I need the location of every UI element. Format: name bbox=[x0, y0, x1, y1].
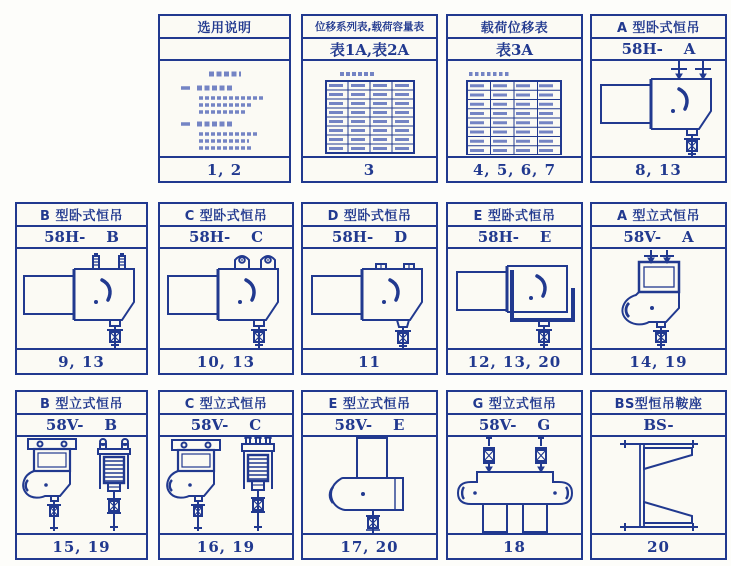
hanger-58h-a-drawing bbox=[595, 61, 723, 156]
hanger-58v-a-drawing bbox=[609, 250, 709, 348]
hanger-58v-a-figure bbox=[592, 249, 725, 348]
cell-page-numbers: 8, 13 bbox=[592, 156, 725, 181]
cell-displacement-series-tables bbox=[301, 14, 438, 183]
cell-title: E 型立式恒吊 bbox=[303, 392, 436, 415]
cell-title: A 型卧式恒吊 bbox=[592, 16, 725, 39]
cell-subtitle: 58H- E bbox=[448, 227, 581, 249]
cell-page-numbers: 4, 5, 6, 7 bbox=[448, 156, 581, 181]
cell-subtitle: 表3A bbox=[448, 39, 581, 61]
hanger-58v-g-drawing bbox=[449, 437, 581, 533]
hanger-58h-c-drawing bbox=[162, 250, 290, 348]
cell-page-numbers: 14, 19 bbox=[592, 348, 725, 373]
cell-58v-a bbox=[590, 202, 727, 375]
mini-table-drawing bbox=[451, 63, 579, 155]
cell-subtitle: 58V- E bbox=[303, 415, 436, 437]
cell-title: 载荷位移表 bbox=[448, 16, 581, 39]
cell-subtitle: 58V- A bbox=[592, 227, 725, 249]
selection-notes-figure bbox=[160, 61, 289, 156]
cell-title: 位移系列表,载荷容量表 bbox=[303, 16, 436, 39]
cell-title: BS型恒吊鞍座 bbox=[592, 392, 725, 415]
hanger-58h-c-figure bbox=[160, 249, 292, 348]
cell-subtitle: 58H- D bbox=[303, 227, 436, 249]
hanger-58h-b-figure bbox=[17, 249, 146, 348]
cell-58v-c bbox=[158, 390, 294, 560]
hanger-58h-e-drawing bbox=[451, 250, 579, 348]
cell-title: A 型立式恒吊 bbox=[592, 204, 725, 227]
table-1a-2a-figure bbox=[303, 61, 436, 156]
cell-subtitle: 58V- C bbox=[160, 415, 292, 437]
cell-page-numbers: 17, 20 bbox=[303, 533, 436, 558]
cell-load-displacement-table bbox=[446, 14, 583, 183]
cell-title: G 型立式恒吊 bbox=[448, 392, 581, 415]
hanger-58v-e-drawing bbox=[315, 437, 425, 533]
hanger-58h-e-figure bbox=[448, 249, 581, 348]
cell-page-numbers: 15, 19 bbox=[17, 533, 146, 558]
hanger-58h-d-drawing bbox=[306, 250, 434, 348]
hanger-58v-c-figure bbox=[160, 437, 292, 533]
hanger-58v-b-figure bbox=[17, 437, 146, 533]
cell-58h-c bbox=[158, 202, 294, 375]
cell-subtitle: 58H- C bbox=[160, 227, 292, 249]
cell-subtitle: BS- bbox=[592, 415, 725, 437]
cell-selection-notes bbox=[158, 14, 291, 183]
hanger-58v-b-drawing bbox=[18, 437, 146, 533]
cell-subtitle: 58H- A bbox=[592, 39, 725, 61]
cell-page-numbers: 11 bbox=[303, 348, 436, 373]
cell-58v-g bbox=[446, 390, 583, 560]
cell-page-numbers: 12, 13, 20 bbox=[448, 348, 581, 373]
cell-page-numbers: 20 bbox=[592, 533, 725, 558]
cell-subtitle: 58V- G bbox=[448, 415, 581, 437]
hanger-58v-c-drawing bbox=[162, 437, 290, 533]
illegible-notes-drawing bbox=[161, 63, 289, 155]
cell-title: B 型立式恒吊 bbox=[17, 392, 146, 415]
cell-page-numbers: 3 bbox=[303, 156, 436, 181]
cell-title: E 型卧式恒吊 bbox=[448, 204, 581, 227]
cell-subtitle: 58H- B bbox=[17, 227, 146, 249]
hanger-58h-d-figure bbox=[303, 249, 436, 348]
table-3a-figure bbox=[448, 61, 581, 156]
mini-table-drawing bbox=[306, 63, 434, 155]
cell-58h-b bbox=[15, 202, 148, 375]
saddle-bs-drawing bbox=[604, 437, 714, 533]
cell-page-numbers: 16, 19 bbox=[160, 533, 292, 558]
cell-subtitle: 表1A,表2A bbox=[303, 39, 436, 61]
cell-58h-a bbox=[590, 14, 727, 183]
saddle-bs-figure bbox=[592, 437, 725, 533]
cell-title: C 型卧式恒吊 bbox=[160, 204, 292, 227]
cell-title: 选用说明 bbox=[160, 16, 289, 39]
cell-subtitle bbox=[160, 39, 289, 61]
cell-page-numbers: 1, 2 bbox=[160, 156, 289, 181]
hanger-58v-g-figure bbox=[448, 437, 581, 533]
cell-page-numbers: 18 bbox=[448, 533, 581, 558]
cell-title: D 型卧式恒吊 bbox=[303, 204, 436, 227]
cell-page-numbers: 10, 13 bbox=[160, 348, 292, 373]
cell-subtitle: 58V- B bbox=[17, 415, 146, 437]
cell-page-numbers: 9, 13 bbox=[17, 348, 146, 373]
cell-title: B 型卧式恒吊 bbox=[17, 204, 146, 227]
cell-bs-saddle bbox=[590, 390, 727, 560]
cell-58v-e bbox=[301, 390, 438, 560]
hanger-58v-e-figure bbox=[303, 437, 436, 533]
cell-title: C 型立式恒吊 bbox=[160, 392, 292, 415]
hanger-58h-b-drawing bbox=[18, 250, 146, 348]
cell-58h-e bbox=[446, 202, 583, 375]
cell-58v-b bbox=[15, 390, 148, 560]
hanger-58h-a-figure bbox=[592, 61, 725, 156]
cell-58h-d bbox=[301, 202, 438, 375]
